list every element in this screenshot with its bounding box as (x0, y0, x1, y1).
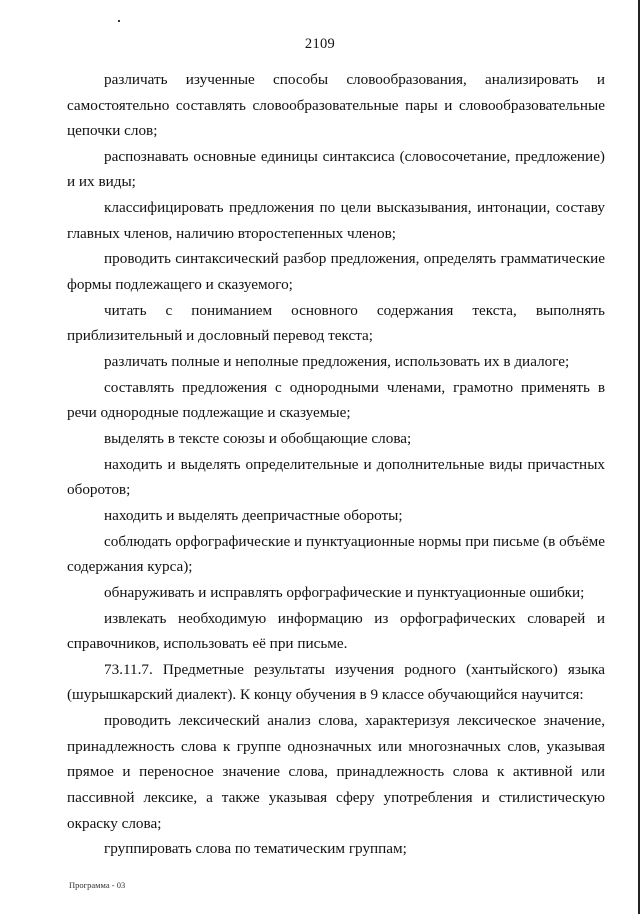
scan-speck (118, 20, 120, 22)
paragraph: проводить синтаксический разбор предложения, определять грамматические формы подлежащего и сказуемого; (67, 250, 605, 294)
page-number: 2109 (304, 36, 336, 52)
page-footer: Программа - 03 (69, 880, 126, 890)
paragraph: извлекать необходимую информацию из орфографических словарей и справочников, использовать её при письме. (67, 609, 605, 653)
paragraph: различать изученные способы словообразования, анализировать и самостоятельно составлять словообразовательные пары и словообразовательные цепочки слов; (67, 71, 605, 140)
paragraph: составлять предложения с однородными членами, грамотно применять в речи однородные подлежащие и сказуемые; (67, 378, 605, 422)
paragraph: читать с пониманием основного содержания текста, выполнять приблизительный и дословный перевод текста; (67, 301, 605, 345)
paragraph: обнаруживать и исправлять орфографические и пунктуационные ошибки; (104, 583, 585, 601)
paragraph: соблюдать орфографические и пунктуационные нормы при письме (в объёме содержания курса); (67, 532, 605, 576)
paragraph: выделять в тексте союзы и обобщающие слова; (104, 429, 412, 447)
document-body (67, 67, 605, 862)
paragraph: группировать слова по тематическим группам; (104, 840, 407, 858)
paragraph: находить и выделять деепричастные обороты; (104, 506, 403, 524)
paragraph: распознавать основные единицы синтаксиса (словосочетание, предложение) и их виды; (67, 147, 605, 191)
paragraph: находить и выделять определительные и дополнительные виды причастных оборотов; (67, 455, 605, 499)
paragraph: различать полные и неполные предложения, использовать их в диалоге; (104, 353, 570, 370)
section-heading-paragraph: 73.11.7. Предметные результаты изучения родного (хантыйского) языка (шурышкарский диалект). К концу обучения в 9 классе обучающийся научится: (67, 660, 605, 704)
paragraph: проводить лексический анализ слова, характеризуя лексическое значение, принадлежность слова к группе однозначных или многозначных слов, указывая прямое и переносное значение слова, принадлежность слова к активной или пассивной лексике, а также указывая сферу употребления и стилистическую окраску слова; (67, 712, 605, 832)
paragraph: классифицировать предложения по цели высказывания, интонации, составу главных членов, наличию второстепенных членов; (67, 199, 605, 242)
